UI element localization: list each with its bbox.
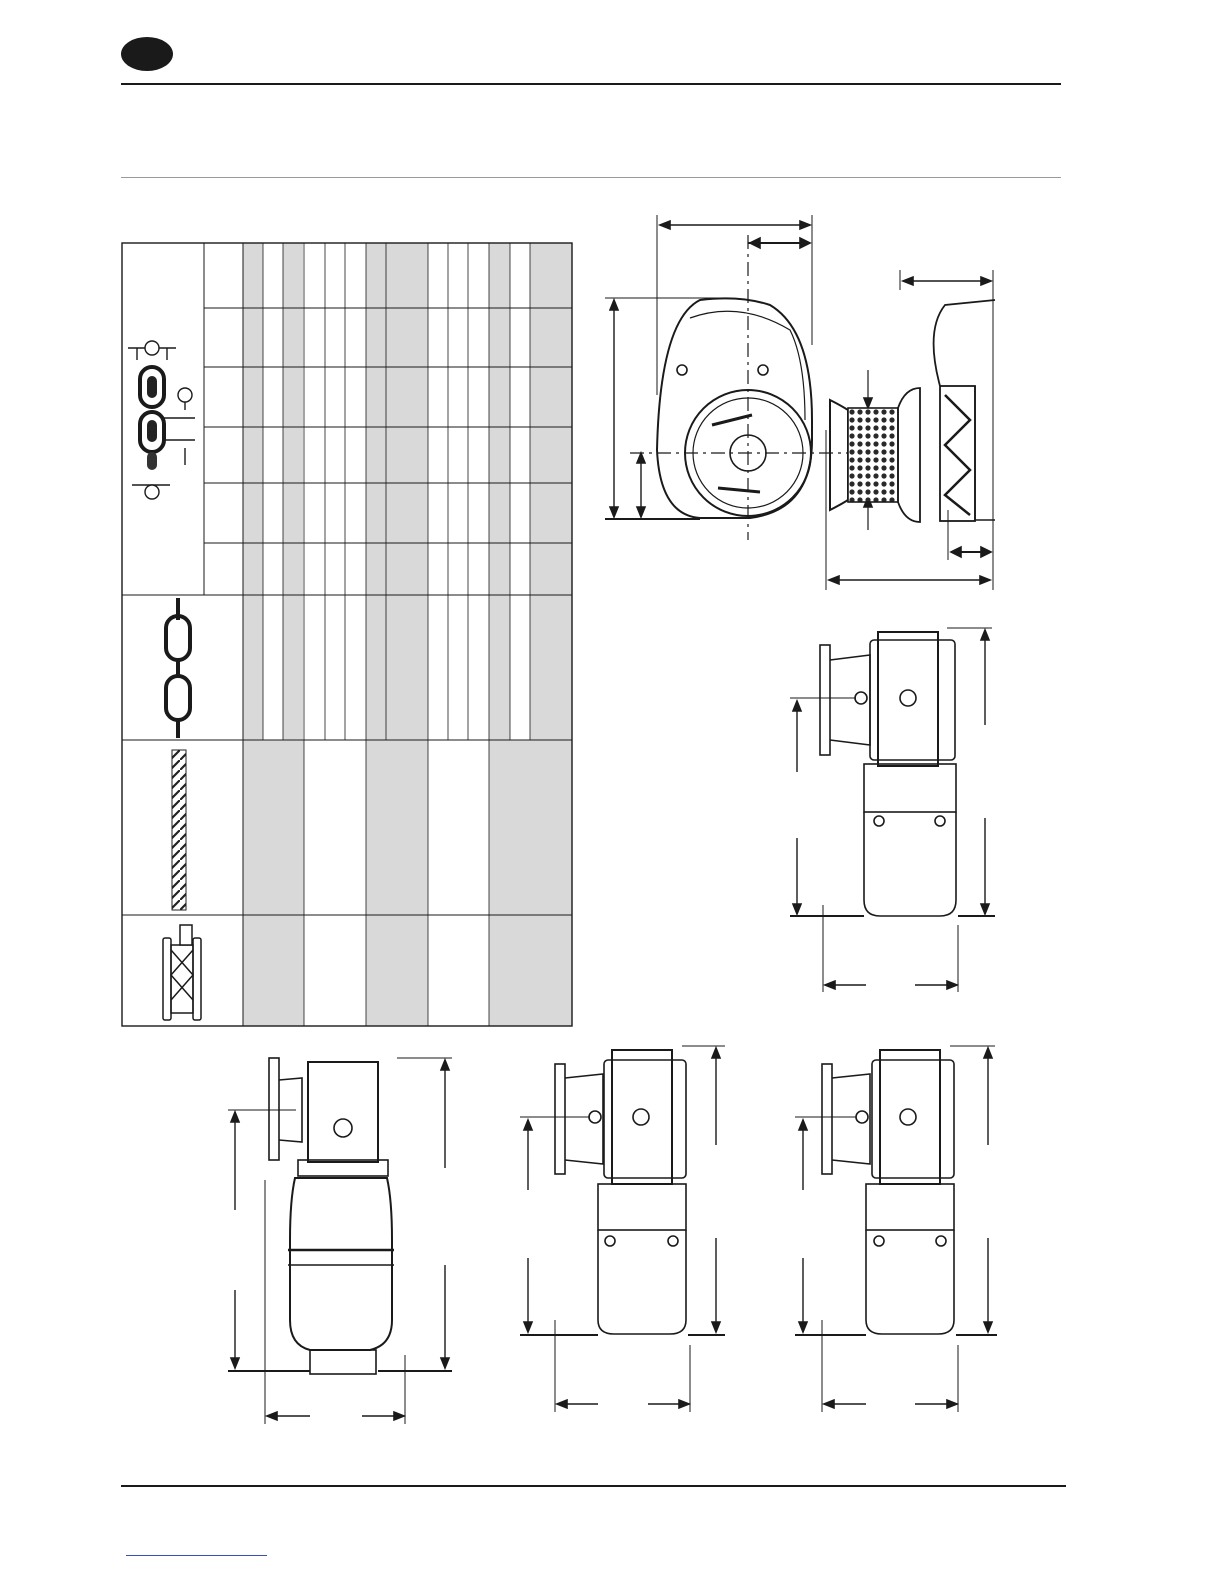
- motor-view-2: [228, 1058, 452, 1424]
- gypsy-icon: [163, 925, 201, 1020]
- side-view: [826, 270, 995, 590]
- chain-icon: [166, 598, 190, 738]
- footer-link[interactable]: [126, 1555, 267, 1556]
- footer-rule: [121, 1485, 1066, 1487]
- chain-link-dimension-icon: [128, 341, 195, 499]
- motor-view-4: [795, 1046, 997, 1412]
- spec-table: [122, 243, 572, 1026]
- motor-view-1: [790, 628, 995, 992]
- rope-icon: [172, 750, 186, 910]
- motor-view-3: [520, 1046, 725, 1412]
- shaded-columns: [243, 243, 572, 1026]
- top-front-view: [605, 215, 850, 540]
